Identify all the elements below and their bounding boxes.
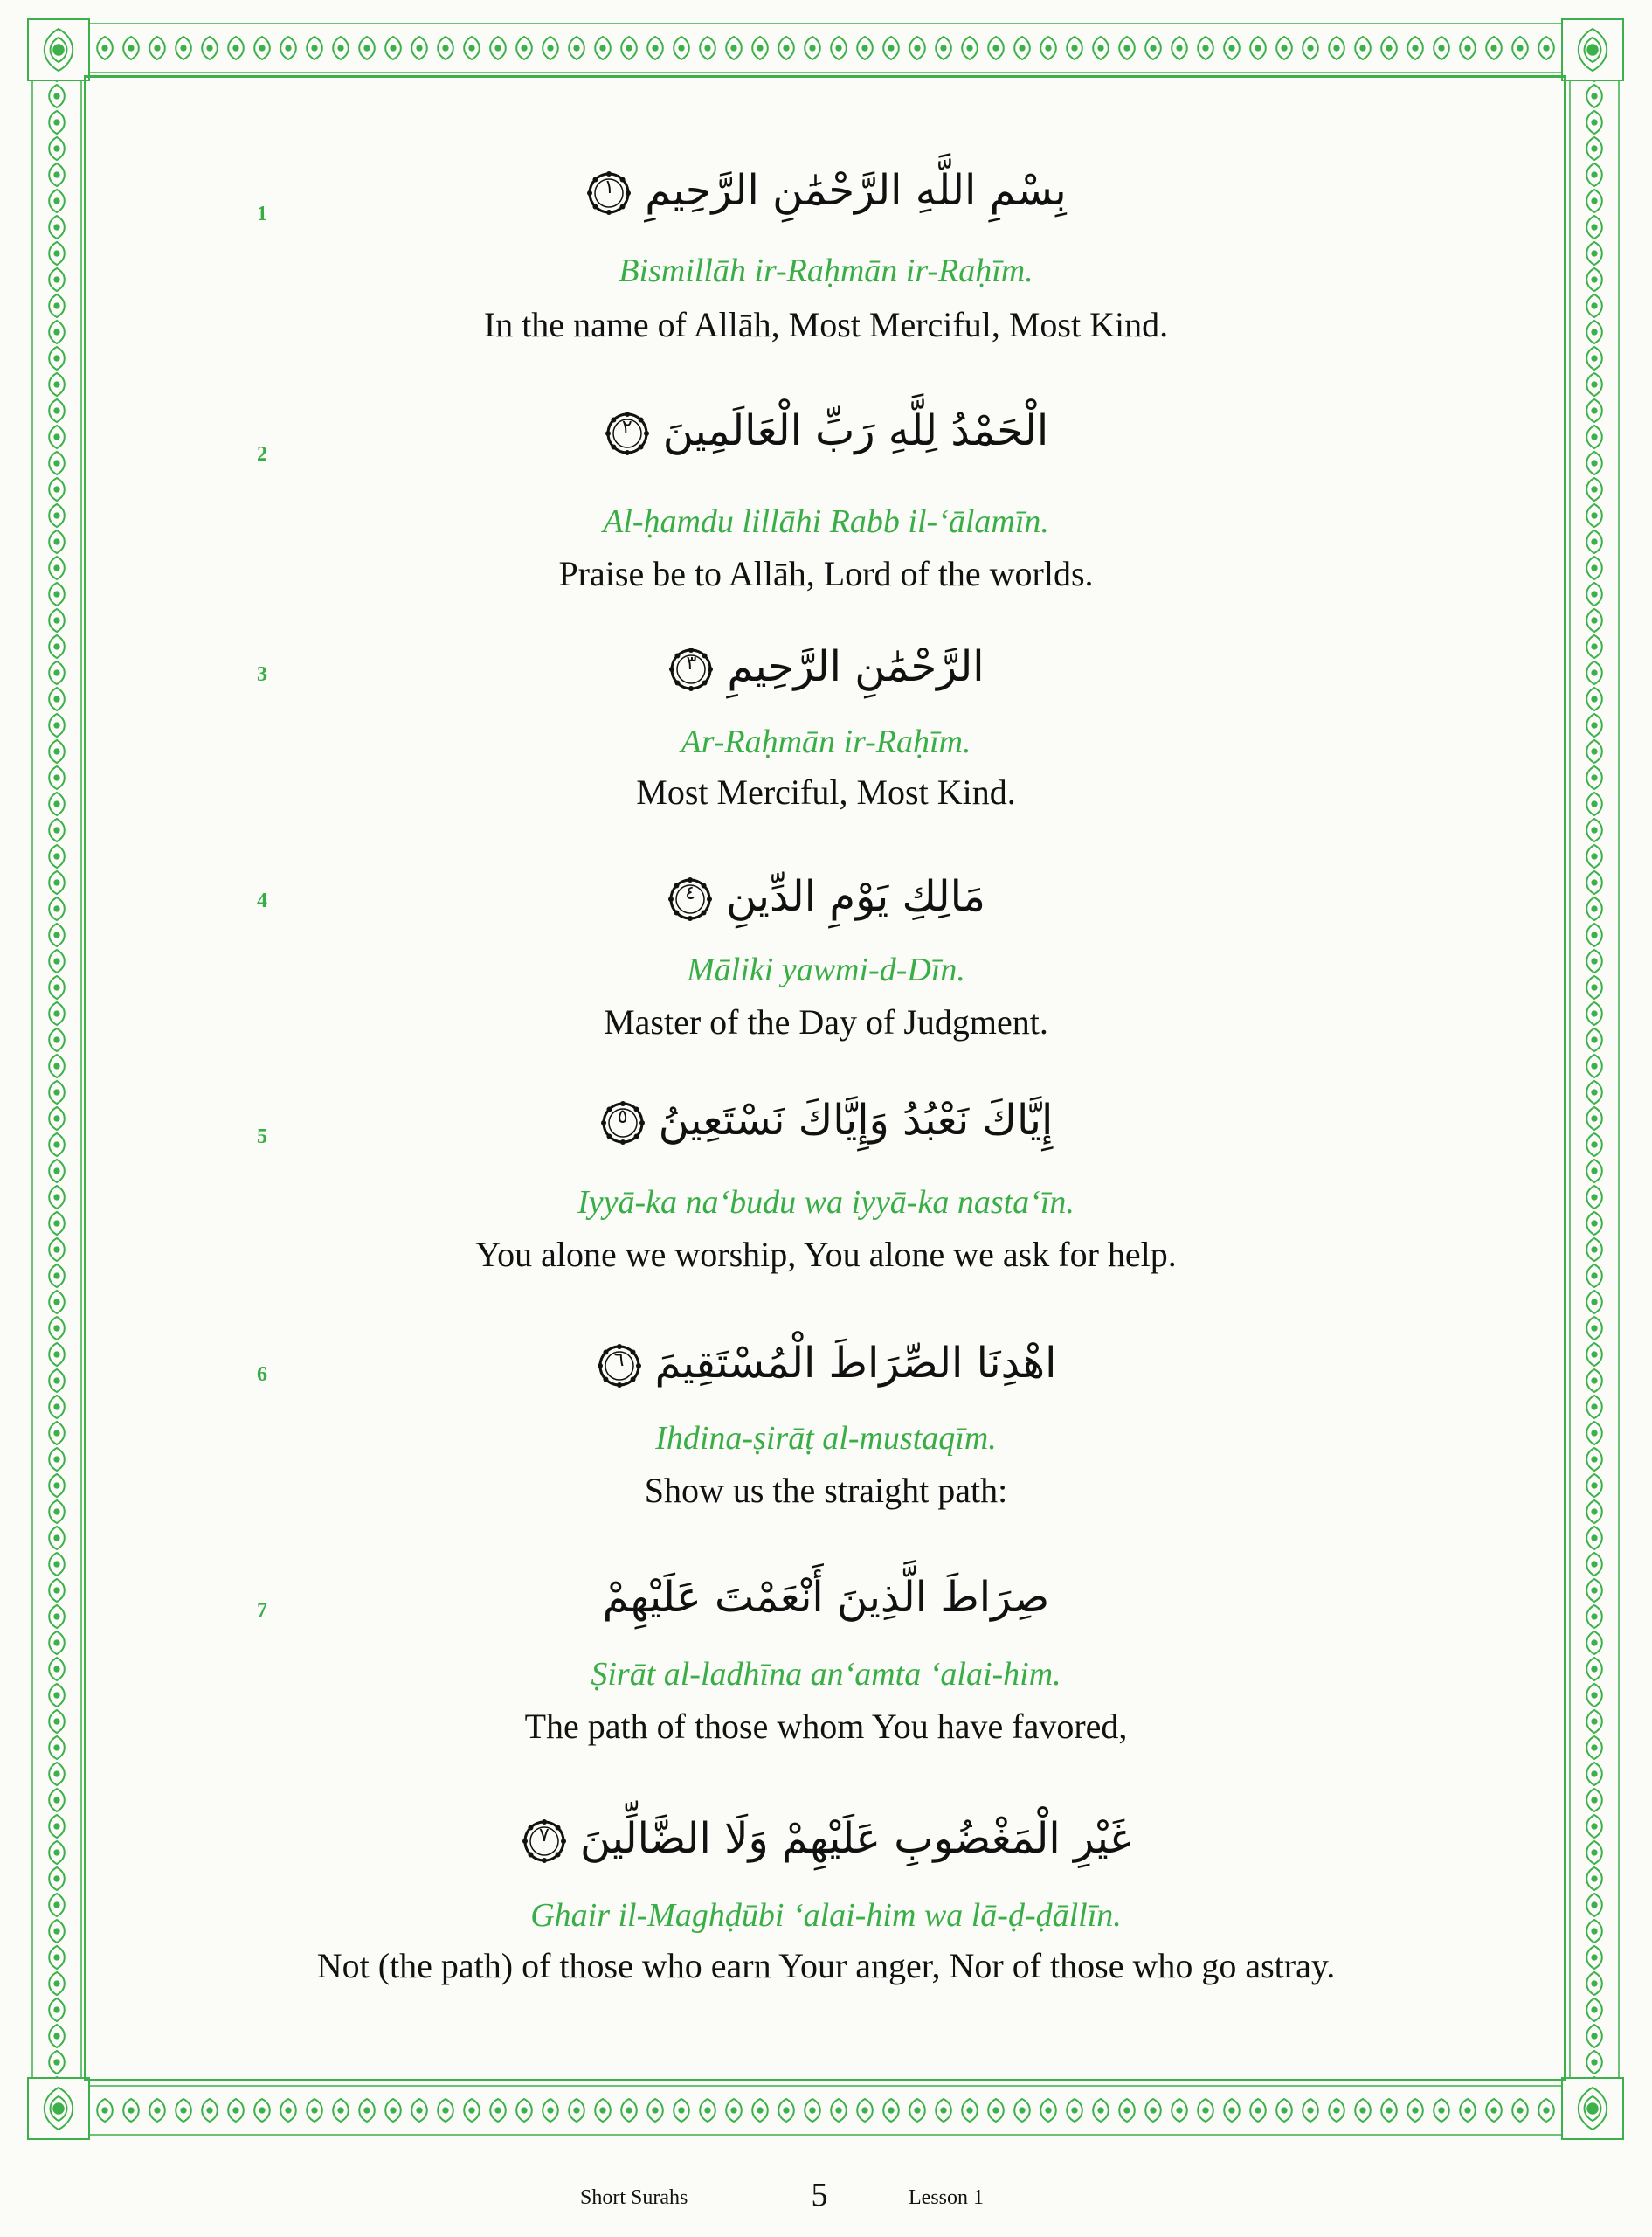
translation: Most Merciful, Most Kind. bbox=[636, 772, 1016, 812]
translation: Master of the Day of Judgment. bbox=[604, 1002, 1048, 1042]
corner-ornament-top-right bbox=[1560, 17, 1625, 82]
transliteration: Al-ḥamdu lillāhi Rabb il-‘ālamīn. bbox=[603, 503, 1049, 540]
ayah-end-marker-icon bbox=[596, 1342, 643, 1389]
transliteration: Iyyā-ka na‘budu wa iyyā-ka nasta‘īn. bbox=[577, 1184, 1075, 1221]
page-footer bbox=[0, 2178, 1652, 2221]
arabic-verse: غَيْرِ الْمَغْضُوبِ عَلَيْهِمْ وَلَا الضَّالِّينَ bbox=[579, 1814, 1132, 1863]
arabic-verse: اهْدِنَا الصِّرَاطَ الْمُسْتَقِيمَ bbox=[654, 1339, 1057, 1388]
ayah-marker-number: ١ bbox=[604, 177, 615, 198]
ayah-end-marker-icon bbox=[667, 876, 714, 923]
verse-number: 1 bbox=[257, 203, 267, 225]
transliteration: Māliki yawmi-d-Dīn. bbox=[687, 952, 965, 988]
arabic-verse: بِسْمِ اللَّهِ الرَّحْمَٰنِ الرَّحِيمِ bbox=[645, 166, 1067, 215]
verse-number: 5 bbox=[257, 1125, 267, 1148]
arabic-text bbox=[0, 166, 1652, 217]
translation: The path of those whom You have favored, bbox=[524, 1707, 1128, 1746]
corner-ornament-bottom-right bbox=[1560, 2076, 1625, 2141]
arabic-text bbox=[0, 872, 1652, 923]
translation: In the name of Allāh, Most Merciful, Most Kind. bbox=[483, 305, 1169, 344]
translation: Praise be to Allāh, Lord of the worlds. bbox=[558, 554, 1094, 593]
ayah-end-marker-icon bbox=[521, 1818, 568, 1865]
arabic-verse: مَالِكِ يَوْمِ الدِّينِ bbox=[726, 872, 985, 921]
transliteration: Ṣirāt al-ladhīna an‘amta ‘alai-him. bbox=[591, 1656, 1061, 1693]
page-frame bbox=[84, 75, 1566, 2081]
arabic-verse: إِيَّاكَ نَعْبُدُ وَإِيَّاكَ نَسْتَعِينُ bbox=[658, 1096, 1054, 1145]
ayah-marker-number: ٣ bbox=[686, 653, 697, 675]
translation: Show us the straight path: bbox=[644, 1471, 1008, 1510]
transliteration: Bismillāh ir-Raḥmān ir-Raḥīm. bbox=[619, 253, 1033, 289]
arabic-verse: الْحَمْدُ لِلَّهِ رَبِّ الْعَالَمِينَ bbox=[662, 406, 1049, 455]
arabic-text bbox=[0, 1339, 1652, 1389]
arabic-text bbox=[0, 642, 1652, 693]
ayah-marker-number: ٤ bbox=[685, 883, 695, 904]
ayah-end-marker-icon bbox=[585, 170, 632, 217]
ornamental-border-bottom bbox=[31, 2085, 1620, 2136]
ayah-marker-number: ٢ bbox=[621, 417, 632, 439]
verse-number: 4 bbox=[257, 890, 267, 912]
verse-number: 3 bbox=[257, 663, 267, 686]
lesson-label: Lesson 1 bbox=[909, 2186, 984, 2209]
ayah-end-marker-icon bbox=[599, 1099, 646, 1146]
corner-ornament-bottom-left bbox=[26, 2076, 91, 2141]
transliteration: Ar-Raḥmān ir-Raḥīm. bbox=[681, 724, 971, 760]
ayah-marker-number: ٥ bbox=[617, 1106, 628, 1128]
ornamental-border-top bbox=[31, 23, 1620, 73]
transliteration: Ghair il-Maghḍūbi ‘alai-him wa lā-ḍ-ḍāllīn. bbox=[530, 1897, 1122, 1934]
arabic-verse: الرَّحْمَٰنِ الرَّحِيمِ bbox=[727, 642, 985, 691]
verse-number: 6 bbox=[257, 1363, 267, 1386]
verse-number: 2 bbox=[257, 443, 267, 466]
arabic-verse: صِرَاطَ الَّذِينَ أَنْعَمْتَ عَلَيْهِمْ bbox=[602, 1573, 1050, 1622]
page-number: 5 bbox=[811, 2177, 828, 2213]
arabic-text bbox=[0, 1096, 1652, 1146]
translation: You alone we worship, You alone we ask for help. bbox=[475, 1235, 1177, 1274]
book-title: Short Surahs bbox=[580, 2186, 688, 2209]
transliteration: Ihdina-ṣirāṭ al-mustaqīm. bbox=[655, 1420, 997, 1457]
arabic-text bbox=[0, 1573, 1652, 1622]
ayah-marker-number: ٦ bbox=[613, 1349, 625, 1371]
arabic-text bbox=[0, 406, 1652, 457]
arabic-text bbox=[0, 1814, 1652, 1865]
ayah-marker-number: ٧ bbox=[539, 1825, 550, 1846]
corner-ornament-top-left bbox=[26, 17, 91, 82]
ayah-end-marker-icon bbox=[667, 646, 715, 693]
ayah-end-marker-icon bbox=[604, 410, 651, 457]
verse-number: 7 bbox=[257, 1599, 267, 1622]
translation: Not (the path) of those who earn Your anger, Nor of those who go astray. bbox=[316, 1946, 1336, 1985]
